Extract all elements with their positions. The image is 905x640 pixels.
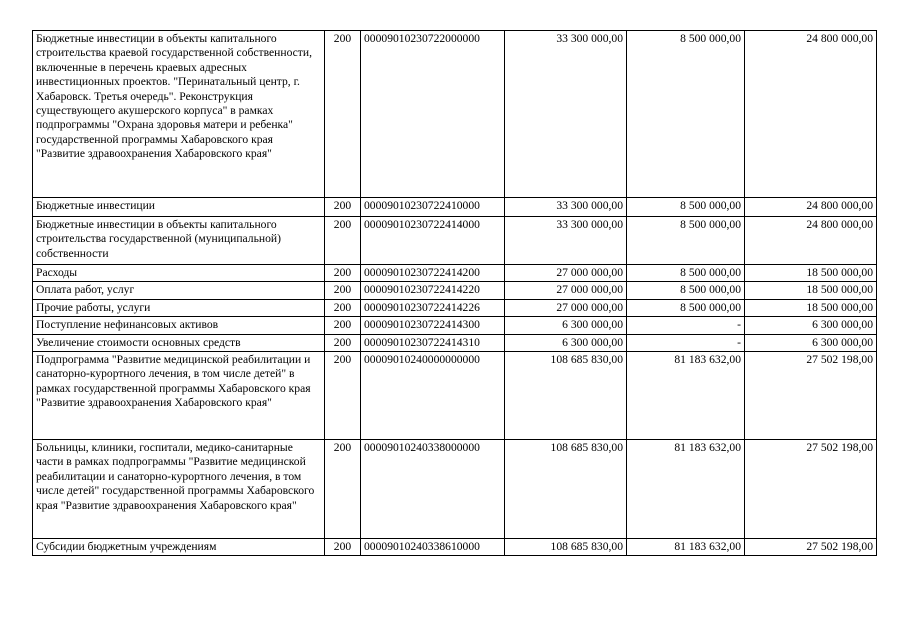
row-name: Больницы, клиники, госпитали, медико-санитарные части в рамках подпрограммы "Развитие медицинской реабилитации и санаторно-курортного лечения, в том числе детей" государственной программы Хабаровского края "Развитие здравоохранения Хабаровского края" [33,440,325,539]
row-classification-code: 00009010230722414220 [361,282,505,299]
row-classification-code: 00009010230722414310 [361,334,505,351]
row-executed-amount: 8 500 000,00 [627,282,745,299]
row-classification-code: 00009010240000000000 [361,352,505,440]
row-executed-amount: 81 183 632,00 [627,539,745,556]
row-classification-code: 00009010240338610000 [361,539,505,556]
row-name: Поступление нефинансовых активов [33,317,325,334]
row-unexecuted-amount: 27 502 198,00 [745,352,877,440]
budget-execution-table [32,30,877,556]
row-executed-amount: 8 500 000,00 [627,265,745,282]
row-name: Оплата работ, услуг [33,282,325,299]
row-approved-amount: 33 300 000,00 [505,198,627,217]
row-code: 200 [325,282,361,299]
row-code: 200 [325,334,361,351]
table-row [33,265,877,282]
row-approved-amount: 6 300 000,00 [505,317,627,334]
row-executed-amount: - [627,317,745,334]
row-approved-amount: 27 000 000,00 [505,265,627,282]
row-unexecuted-amount: 24 800 000,00 [745,31,877,198]
row-classification-code: 00009010230722410000 [361,198,505,217]
row-executed-amount: 8 500 000,00 [627,31,745,198]
row-classification-code: 00009010230722414200 [361,265,505,282]
table-row [33,334,877,351]
row-executed-amount: 81 183 632,00 [627,440,745,539]
row-code: 200 [325,31,361,198]
row-approved-amount: 33 300 000,00 [505,217,627,265]
row-code: 200 [325,299,361,316]
row-executed-amount: 8 500 000,00 [627,299,745,316]
row-unexecuted-amount: 18 500 000,00 [745,299,877,316]
row-unexecuted-amount: 6 300 000,00 [745,334,877,351]
row-classification-code: 00009010230722414300 [361,317,505,334]
row-classification-code: 00009010230722000000 [361,31,505,198]
row-classification-code: 00009010230722414000 [361,217,505,265]
row-code: 200 [325,217,361,265]
row-name: Подпрограмма "Развитие медицинской реабилитации и санаторно-курортного лечения, в том числе детей" в рамках государственной программы Хабаровского края "Развитие здравоохранения Хабаровского края" [33,352,325,440]
table-row [33,539,877,556]
row-approved-amount: 27 000 000,00 [505,299,627,316]
row-name: Бюджетные инвестиции [33,198,325,217]
row-code: 200 [325,317,361,334]
table-row [33,31,877,198]
row-approved-amount: 108 685 830,00 [505,352,627,440]
row-code: 200 [325,539,361,556]
table-row [33,198,877,217]
row-classification-code: 00009010240338000000 [361,440,505,539]
row-classification-code: 00009010230722414226 [361,299,505,316]
table-row [33,282,877,299]
row-name: Увеличение стоимости основных средств [33,334,325,351]
row-code: 200 [325,440,361,539]
row-unexecuted-amount: 24 800 000,00 [745,217,877,265]
row-executed-amount: 8 500 000,00 [627,198,745,217]
row-name: Прочие работы, услуги [33,299,325,316]
row-approved-amount: 108 685 830,00 [505,539,627,556]
row-name: Бюджетные инвестиции в объекты капитального строительства краевой государственной собственности, включенные в перечень краевых адресных инвестиционных проектов. "Перинатальный центр, г. Хабаровск. Третья очередь". Реконструкция существующего акушерского корпуса" в рамках подпрограммы "Охрана здоровья матери и ребенка" государственной программы Хабаровского края "Развитие здравоохранения Хабаровского края" [33,31,325,198]
row-code: 200 [325,352,361,440]
row-unexecuted-amount: 18 500 000,00 [745,282,877,299]
row-name: Расходы [33,265,325,282]
row-approved-amount: 108 685 830,00 [505,440,627,539]
row-approved-amount: 6 300 000,00 [505,334,627,351]
row-executed-amount: 81 183 632,00 [627,352,745,440]
row-unexecuted-amount: 27 502 198,00 [745,539,877,556]
table-row [33,352,877,440]
row-approved-amount: 27 000 000,00 [505,282,627,299]
table-row [33,217,877,265]
table-row [33,299,877,316]
row-unexecuted-amount: 18 500 000,00 [745,265,877,282]
row-name: Бюджетные инвестиции в объекты капитального строительства государственной (муниципальной) собственности [33,217,325,265]
row-unexecuted-amount: 6 300 000,00 [745,317,877,334]
row-unexecuted-amount: 27 502 198,00 [745,440,877,539]
row-executed-amount: - [627,334,745,351]
row-name: Субсидии бюджетным учреждениям [33,539,325,556]
row-code: 200 [325,265,361,282]
table-row [33,317,877,334]
row-approved-amount: 33 300 000,00 [505,31,627,198]
table-row [33,440,877,539]
row-code: 200 [325,198,361,217]
row-executed-amount: 8 500 000,00 [627,217,745,265]
row-unexecuted-amount: 24 800 000,00 [745,198,877,217]
